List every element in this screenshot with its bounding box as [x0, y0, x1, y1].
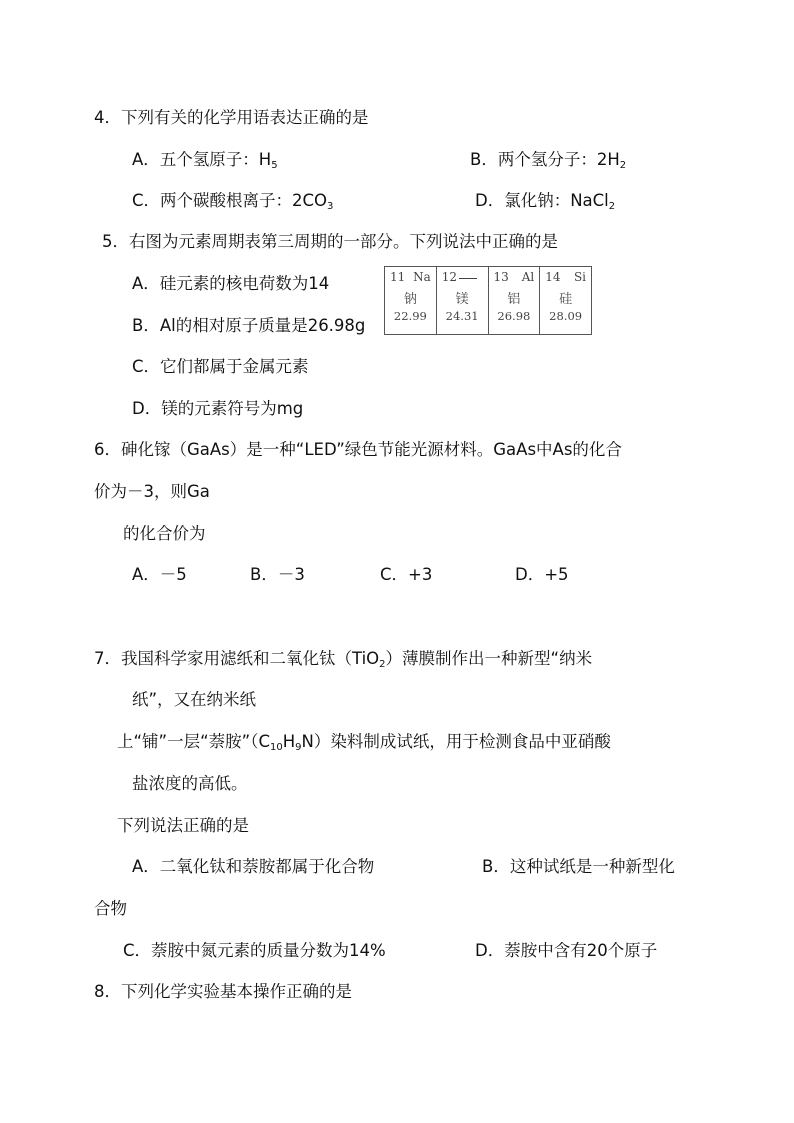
q7-stem-line5: 下列说法正确的是: [117, 816, 249, 835]
q5-option-a: A．硅元素的核电荷数为14: [132, 274, 330, 293]
q5-option-d: D．镁的元素符号为mg: [132, 399, 304, 418]
element-symbol: Si: [573, 270, 586, 284]
q5-option-c: C．它们都属于金属元素: [132, 357, 309, 376]
element-symbol: Al: [521, 270, 535, 284]
element-name: 镁: [455, 292, 469, 307]
q7-stem-line3: 上“铺”一层“萘胺$”(C_{10}H_9N)$染料制成试纸，用于检测食品中亚硝酸: [117, 732, 611, 753]
element-name: 铝: [507, 292, 521, 307]
q5-option-b: B．Al的相对原子质量是26.98g: [132, 316, 366, 335]
q6-stem-line2: 价为－3，则Ga: [94, 482, 210, 501]
q5-stem: 5．右图为元素周期表第三周期的一部分。下列说法中正确的是: [102, 232, 558, 251]
atomic-mass: 22.99: [393, 309, 427, 323]
q7-stem-line4: 盐浓度的高低。: [132, 774, 248, 793]
q6-stem-line3: 的化合价为: [123, 524, 206, 543]
q7-option-b-continued: 合物: [94, 899, 127, 918]
q6-option-d: D．+5: [515, 565, 569, 584]
atomic-number: 12: [441, 270, 458, 284]
q4-stem: 4．下列有关的化学用语表达正确的是: [94, 108, 369, 127]
q7-stem-line2: 纸”，又在纳米纸: [132, 690, 257, 709]
element-cell-silicon: [540, 267, 591, 334]
q6-stem-line1: 6．砷化镓（GaAs）是一种“LED”绿色节能光源材料。GaAs中As的化合: [94, 440, 622, 459]
periodic-table-excerpt: [384, 266, 592, 335]
element-cell-aluminium: [489, 267, 541, 334]
element-cell-sodium: [385, 267, 437, 334]
q4-option-c: C．两个碳酸根离子：$2CO_3$: [132, 191, 334, 212]
q6-option-b: B．－3: [250, 565, 305, 584]
atomic-number: 11: [390, 270, 406, 284]
q7-option-a: A．二氧化钛和萘胺都属于化合物: [132, 857, 375, 876]
q7-option-d: D．萘胺中含有20个原子: [475, 941, 658, 960]
element-symbol: Na: [413, 270, 431, 284]
symbol-blank: [459, 278, 477, 279]
q6-option-c: C．+3: [380, 565, 433, 584]
atomic-mass: 28.09: [549, 309, 583, 323]
atomic-number: 14: [545, 270, 561, 284]
q4-option-a: A．五个氢原子：$H_5$: [132, 150, 278, 171]
q7-option-b: B．这种试纸是一种新型化: [482, 857, 675, 876]
q8-stem: 8．下列化学实验基本操作正确的是: [94, 982, 352, 1001]
q4-option-b: B．两个氢分子：$2H_2$: [470, 150, 627, 171]
atomic-mass: 26.98: [497, 309, 531, 323]
q4-option-d: D．氯化钠：NaCl$_2$: [475, 191, 616, 212]
q7-stem-line1: 7．我国科学家用滤纸和二氧化钛（TiO$_2$）薄膜制作出一种新型“纳米: [94, 649, 593, 670]
element-name: 硅: [559, 292, 573, 307]
atomic-number: 13: [493, 270, 509, 284]
element-name: 钠: [403, 292, 417, 307]
element-cell-magnesium: [437, 267, 489, 334]
q7-option-c: C．萘胺中氮元素的质量分数为14%: [123, 941, 386, 960]
atomic-mass: 24.31: [445, 309, 479, 323]
q6-option-a: A．－5: [132, 565, 187, 584]
